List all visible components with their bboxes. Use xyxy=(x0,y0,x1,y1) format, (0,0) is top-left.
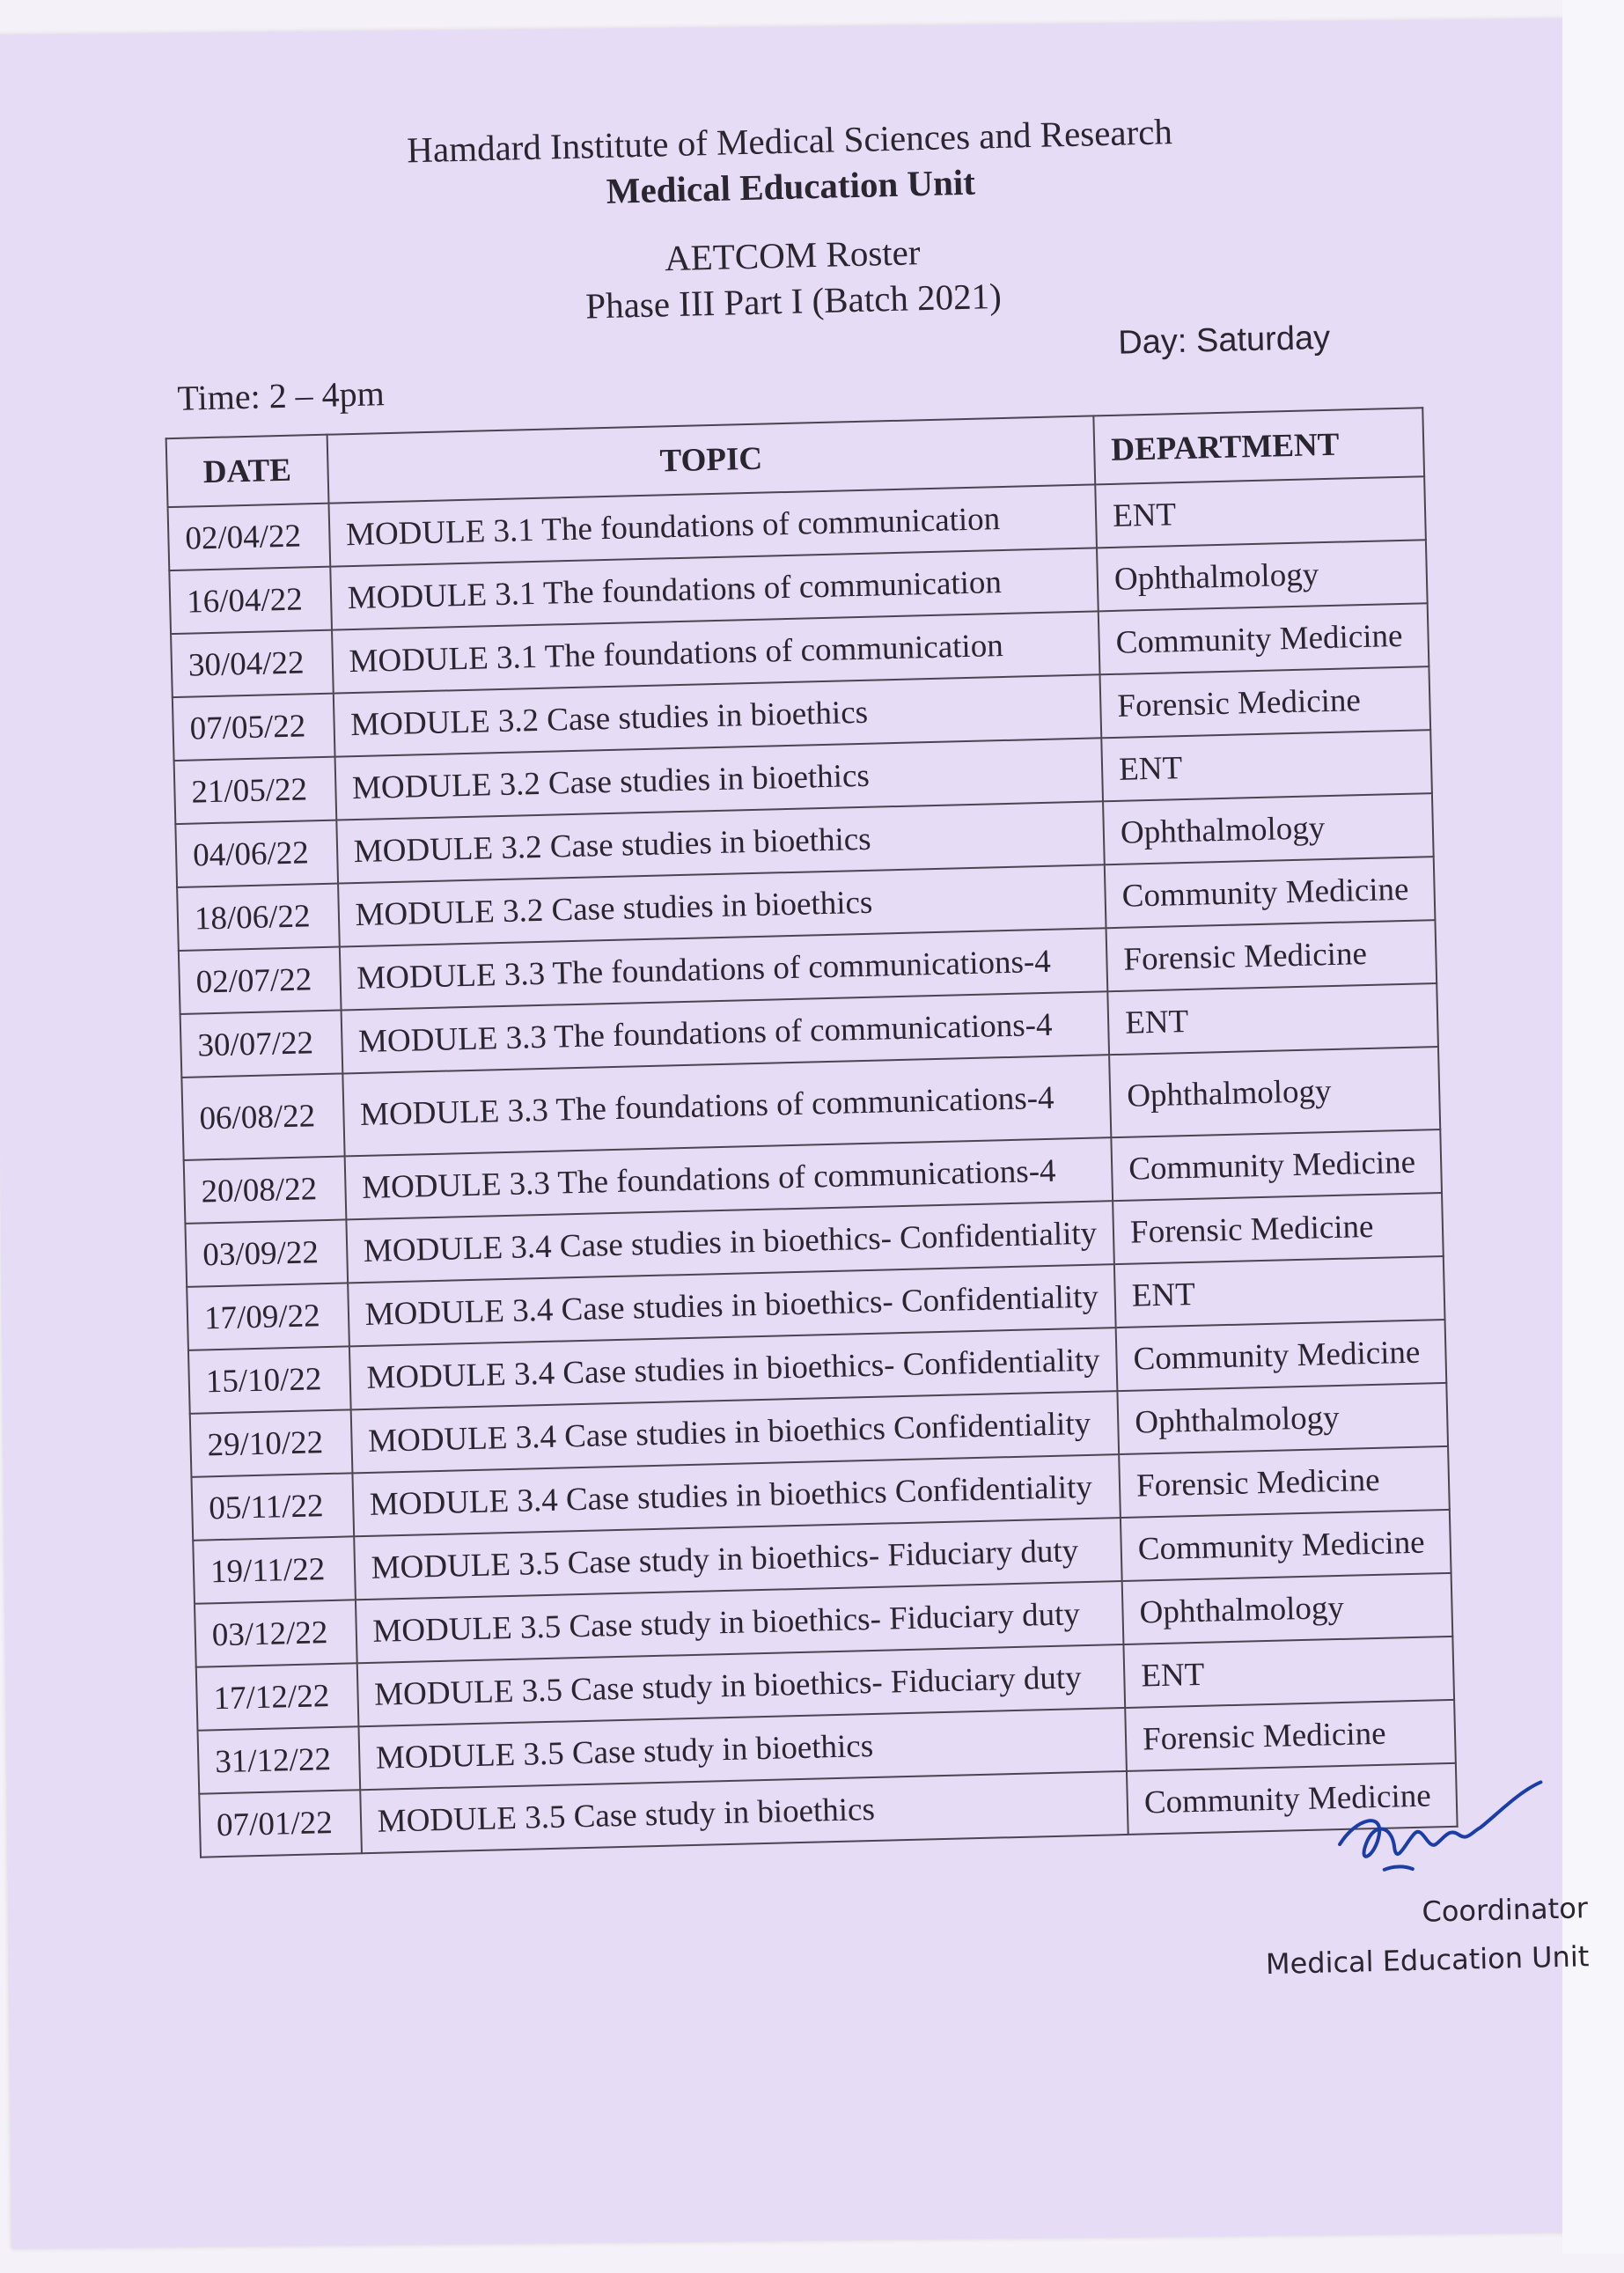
date-cell: 17/12/22 xyxy=(196,1663,358,1730)
topic-cell: MODULE 3.3 The foundations of communications-4 xyxy=(339,928,1107,1010)
day-label: Day: Saturday xyxy=(1117,319,1331,362)
date-cell: 20/08/22 xyxy=(184,1156,346,1223)
date-cell: 31/12/22 xyxy=(198,1726,360,1793)
date-column-header: DATE xyxy=(166,435,329,507)
topic-cell: MODULE 3.2 Case studies in bioethics xyxy=(336,801,1105,883)
topic-cell: MODULE 3.5 Case study in bioethics- Fiduciary duty xyxy=(356,1581,1124,1663)
topic-cell: MODULE 3.1 The foundations of communication xyxy=(330,548,1099,629)
signature-mark xyxy=(1329,1777,1561,1888)
topic-cell: MODULE 3.5 Case study in bioethics xyxy=(360,1771,1128,1853)
date-cell: 02/07/22 xyxy=(179,947,341,1014)
department-cell: ENT xyxy=(1095,476,1426,548)
department-cell: Community Medicine xyxy=(1099,603,1429,674)
department-cell: Community Medicine xyxy=(1116,1320,1447,1391)
topic-cell: MODULE 3.4 Case studies in bioethics- Confidentiality xyxy=(346,1201,1114,1283)
date-cell: 03/09/22 xyxy=(185,1219,347,1286)
topic-cell: MODULE 3.5 Case study in bioethics xyxy=(358,1708,1127,1790)
date-cell: 29/10/22 xyxy=(190,1409,352,1476)
roster-table xyxy=(165,407,1459,1857)
topic-cell: MODULE 3.4 Case studies in bioethics Confidentiality xyxy=(350,1391,1119,1473)
date-cell: 16/04/22 xyxy=(169,567,331,634)
topic-cell: MODULE 3.2 Case studies in bioethics xyxy=(333,674,1101,756)
department-cell: Community Medicine xyxy=(1127,1763,1458,1835)
date-cell: 04/06/22 xyxy=(175,820,337,887)
department-cell: Forensic Medicine xyxy=(1125,1700,1456,1771)
date-cell: 18/06/22 xyxy=(177,884,339,951)
department-cell: ENT xyxy=(1101,730,1432,801)
unit-name: Medical Education Unit xyxy=(606,161,976,211)
date-cell: 05/11/22 xyxy=(191,1473,353,1540)
department-cell: Forensic Medicine xyxy=(1119,1446,1450,1518)
topic-cell: MODULE 3.3 The foundations of communications-4 xyxy=(344,1137,1113,1219)
topic-cell: MODULE 3.4 Case studies in bioethics Confidentiality xyxy=(352,1454,1121,1536)
department-cell: Ophthalmology xyxy=(1109,1047,1440,1137)
date-cell: 19/11/22 xyxy=(193,1536,355,1603)
date-cell: 07/01/22 xyxy=(199,1790,361,1857)
date-cell: 15/10/22 xyxy=(188,1346,350,1413)
phase-title: Phase III Part I (Batch 2021) xyxy=(584,275,1003,327)
date-cell: 17/09/22 xyxy=(187,1283,349,1350)
department-cell: ENT xyxy=(1124,1637,1455,1708)
signature-unit: Medical Education Unit xyxy=(1265,1939,1590,1982)
topic-cell: MODULE 3.1 The foundations of communication xyxy=(332,611,1100,693)
department-cell: Forensic Medicine xyxy=(1106,920,1437,991)
date-cell: 30/07/22 xyxy=(180,1011,342,1078)
topic-cell: MODULE 3.4 Case studies in bioethics- Confidentiality xyxy=(349,1328,1118,1409)
topic-cell: MODULE 3.2 Case studies in bioethics xyxy=(334,738,1103,820)
roster-body xyxy=(168,476,1458,1857)
department-cell: Community Medicine xyxy=(1111,1129,1442,1201)
institute-name: Hamdard Institute of Medical Sciences and Research xyxy=(406,111,1173,171)
date-cell: 30/04/22 xyxy=(171,630,333,697)
department-cell: Ophthalmology xyxy=(1103,793,1434,864)
department-cell: ENT xyxy=(1107,983,1438,1055)
topic-cell: MODULE 3.3 The foundations of communications-4 xyxy=(341,991,1109,1073)
topic-cell: MODULE 3.4 Case studies in bioethics- Confidentiality xyxy=(348,1264,1116,1346)
topic-cell: MODULE 3.1 The foundations of communication xyxy=(328,484,1097,566)
department-cell: Forensic Medicine xyxy=(1113,1193,1444,1264)
department-cell: Community Medicine xyxy=(1105,857,1436,928)
topic-cell: MODULE 3.5 Case study in bioethics- Fiduciary duty xyxy=(354,1518,1122,1600)
time-label: Time: 2 – 4pm xyxy=(176,373,386,418)
date-cell: 21/05/22 xyxy=(174,757,336,824)
department-cell: Ophthalmology xyxy=(1122,1573,1453,1644)
department-cell: ENT xyxy=(1114,1256,1445,1328)
topic-column-header: TOPIC xyxy=(327,416,1095,503)
topic-cell: MODULE 3.5 Case study in bioethics- Fiduciary duty xyxy=(356,1644,1125,1726)
department-cell: Ophthalmology xyxy=(1117,1383,1448,1454)
date-cell: 07/05/22 xyxy=(173,694,334,761)
topic-cell: MODULE 3.3 The foundations of communications-4 xyxy=(342,1055,1111,1156)
roster-title: AETCOM Roster xyxy=(664,232,921,279)
department-cell: Ophthalmology xyxy=(1097,540,1428,611)
department-cell: Community Medicine xyxy=(1121,1510,1451,1581)
signature-role: Coordinator xyxy=(1422,1891,1589,1929)
date-cell: 03/12/22 xyxy=(195,1600,356,1666)
department-column-header: DEPARTMENT xyxy=(1093,408,1424,484)
date-cell: 02/04/22 xyxy=(168,504,330,570)
date-cell: 06/08/22 xyxy=(181,1073,344,1159)
topic-cell: MODULE 3.2 Case studies in bioethics xyxy=(338,864,1106,946)
department-cell: Forensic Medicine xyxy=(1100,666,1431,738)
